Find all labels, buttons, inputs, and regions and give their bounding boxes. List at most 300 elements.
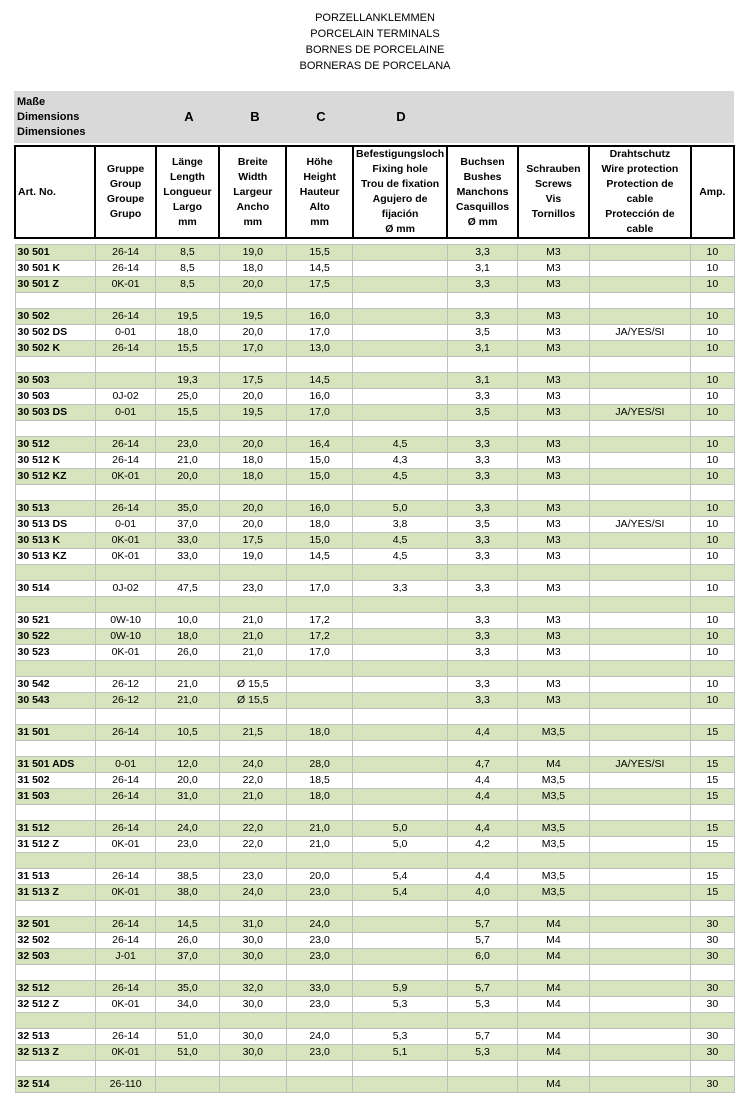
cell-group: 26-14 bbox=[95, 981, 155, 997]
cell-width: 21,5 bbox=[219, 725, 286, 741]
cell-wire-protection bbox=[589, 357, 691, 373]
cell-wire-protection bbox=[589, 917, 691, 933]
cell-length: 33,0 bbox=[156, 533, 219, 549]
cell-fixing-hole bbox=[353, 901, 448, 917]
cell-screws: M3 bbox=[518, 629, 589, 645]
cell-amp bbox=[691, 853, 734, 869]
cell-bushes bbox=[447, 1013, 517, 1029]
cell-length: 35,0 bbox=[156, 981, 219, 997]
cell-wire-protection bbox=[589, 1029, 691, 1045]
cell-height: 17,5 bbox=[286, 277, 352, 293]
cell-wire-protection bbox=[589, 613, 691, 629]
cell-group bbox=[95, 293, 155, 309]
table-row bbox=[15, 389, 734, 405]
dimension-letter-a: A bbox=[184, 109, 194, 124]
cell-fixing-hole bbox=[353, 757, 448, 773]
cell-height: 17,2 bbox=[286, 629, 352, 645]
cell-fixing-hole bbox=[353, 565, 448, 581]
cell-wire-protection bbox=[589, 949, 691, 965]
cell-fixing-hole bbox=[353, 405, 448, 421]
header-line: Alto bbox=[309, 200, 330, 213]
header-line: Ø mm bbox=[467, 215, 498, 228]
cell-length: 23,0 bbox=[156, 837, 219, 853]
cell-fixing-hole: 4,5 bbox=[353, 549, 448, 565]
cell-art-no: 32 514 bbox=[15, 1077, 95, 1093]
cell-height: 18,0 bbox=[286, 789, 352, 805]
cell-art-no bbox=[15, 965, 95, 981]
cell-screws: M3 bbox=[518, 437, 589, 453]
cell-amp: 10 bbox=[691, 373, 734, 389]
cell-bushes bbox=[447, 421, 517, 437]
cell-art-no: 32 501 bbox=[15, 917, 95, 933]
title-line: BORNERAS DE PORCELANA bbox=[299, 60, 451, 72]
cell-length bbox=[156, 597, 219, 613]
cell-height bbox=[286, 901, 352, 917]
table-row bbox=[15, 725, 734, 741]
cell-height bbox=[286, 565, 352, 581]
table-row bbox=[15, 789, 734, 805]
cell-bushes: 3,3 bbox=[447, 693, 517, 709]
cell-screws: M3,5 bbox=[518, 885, 589, 901]
cell-width: 22,0 bbox=[219, 837, 286, 853]
cell-group: 26-14 bbox=[95, 933, 155, 949]
cell-group: 0K-01 bbox=[95, 837, 155, 853]
cell-art-no: 30 502 K bbox=[15, 341, 95, 357]
cell-wire-protection bbox=[589, 1061, 691, 1077]
cell-wire-protection bbox=[589, 677, 691, 693]
cell-amp: 30 bbox=[691, 917, 734, 933]
cell-group bbox=[95, 901, 155, 917]
cell-length: 51,0 bbox=[156, 1029, 219, 1045]
table-row bbox=[15, 693, 734, 709]
cell-height bbox=[286, 677, 352, 693]
cell-fixing-hole bbox=[353, 677, 448, 693]
cell-length: 21,0 bbox=[156, 677, 219, 693]
cell-width: 17,5 bbox=[219, 533, 286, 549]
cell-wire-protection bbox=[589, 885, 691, 901]
header-line: Groupe bbox=[106, 193, 145, 205]
cell-length bbox=[156, 1077, 219, 1093]
cell-screws: M3 bbox=[518, 517, 589, 533]
cell-screws: M3 bbox=[518, 341, 589, 357]
cell-wire-protection bbox=[589, 373, 691, 389]
cell-width bbox=[219, 1013, 286, 1029]
cell-amp: 10 bbox=[691, 469, 734, 485]
cell-wire-protection bbox=[589, 389, 691, 405]
spacer-row bbox=[15, 661, 734, 677]
header-width bbox=[219, 146, 286, 238]
cell-length bbox=[156, 965, 219, 981]
cell-art-no: 31 512 Z bbox=[15, 837, 95, 853]
table-row bbox=[15, 309, 734, 325]
cell-height: 28,0 bbox=[286, 757, 352, 773]
cell-bushes: 3,3 bbox=[447, 469, 517, 485]
cell-length: 14,5 bbox=[156, 917, 219, 933]
cell-height bbox=[286, 357, 352, 373]
terminals-table bbox=[14, 145, 735, 1093]
table-row bbox=[15, 1045, 734, 1061]
cell-bushes: 6,0 bbox=[447, 949, 517, 965]
header-fixing-hole bbox=[353, 146, 448, 238]
cell-height: 15,0 bbox=[286, 533, 352, 549]
cell-width: 30,0 bbox=[219, 949, 286, 965]
cell-art-no: 32 512 Z bbox=[15, 997, 95, 1013]
cell-screws bbox=[518, 357, 589, 373]
cell-width: 23,0 bbox=[219, 869, 286, 885]
cell-amp: 10 bbox=[691, 277, 734, 293]
cell-bushes bbox=[447, 709, 517, 725]
document-title bbox=[0, 10, 750, 74]
cell-height: 18,5 bbox=[286, 773, 352, 789]
cell-length: 18,0 bbox=[156, 629, 219, 645]
cell-screws: M3 bbox=[518, 325, 589, 341]
cell-art-no: 32 513 bbox=[15, 1029, 95, 1045]
cell-bushes: 3,3 bbox=[447, 677, 517, 693]
table-row bbox=[15, 581, 734, 597]
cell-width: 19,0 bbox=[219, 245, 286, 261]
table-row bbox=[15, 277, 734, 293]
cell-width: 20,0 bbox=[219, 501, 286, 517]
cell-fixing-hole: 5,3 bbox=[353, 997, 448, 1013]
header-height bbox=[286, 146, 352, 238]
table-row bbox=[15, 613, 734, 629]
cell-group: 0-01 bbox=[95, 325, 155, 341]
table-row bbox=[15, 837, 734, 853]
cell-width: 24,0 bbox=[219, 757, 286, 773]
cell-amp: 15 bbox=[691, 869, 734, 885]
cell-wire-protection bbox=[589, 421, 691, 437]
cell-length: 34,0 bbox=[156, 997, 219, 1013]
header-line: Screws bbox=[535, 178, 572, 190]
cell-screws: M3 bbox=[518, 533, 589, 549]
cell-width: 19,5 bbox=[219, 405, 286, 421]
cell-width bbox=[219, 805, 286, 821]
header-line: Hauteur bbox=[299, 185, 340, 198]
cell-amp bbox=[691, 661, 734, 677]
cell-fixing-hole bbox=[353, 645, 448, 661]
header-line: mm bbox=[243, 215, 263, 228]
cell-height: 23,0 bbox=[286, 949, 352, 965]
cell-bushes bbox=[447, 293, 517, 309]
cell-wire-protection bbox=[589, 261, 691, 277]
cell-length: 51,0 bbox=[156, 1045, 219, 1061]
cell-art-no: 32 513 Z bbox=[15, 1045, 95, 1061]
cell-art-no: 31 503 bbox=[15, 789, 95, 805]
cell-amp bbox=[691, 421, 734, 437]
cell-wire-protection bbox=[589, 1077, 691, 1093]
cell-fixing-hole bbox=[353, 933, 448, 949]
cell-height: 17,0 bbox=[286, 581, 352, 597]
cell-length: 18,0 bbox=[156, 325, 219, 341]
table-row bbox=[15, 261, 734, 277]
cell-width: 32,0 bbox=[219, 981, 286, 997]
dimension-letter-b: B bbox=[250, 109, 260, 124]
table-row bbox=[15, 933, 734, 949]
cell-fixing-hole: 5,0 bbox=[353, 821, 448, 837]
cell-screws bbox=[518, 805, 589, 821]
cell-height: 17,2 bbox=[286, 613, 352, 629]
cell-fixing-hole: 5,9 bbox=[353, 981, 448, 997]
cell-screws: M3,5 bbox=[518, 789, 589, 805]
cell-height bbox=[286, 485, 352, 501]
cell-group: 0W-10 bbox=[95, 613, 155, 629]
cell-length: 33,0 bbox=[156, 549, 219, 565]
cell-fixing-hole bbox=[353, 805, 448, 821]
cell-height: 24,0 bbox=[286, 1029, 352, 1045]
cell-height bbox=[286, 421, 352, 437]
header-bushes bbox=[447, 146, 517, 238]
cell-height: 24,0 bbox=[286, 917, 352, 933]
cell-art-no: 30 543 bbox=[15, 693, 95, 709]
cell-amp: 10 bbox=[691, 245, 734, 261]
table-row bbox=[15, 533, 734, 549]
dimension-letter-c: C bbox=[316, 109, 326, 124]
cell-group: 0-01 bbox=[95, 405, 155, 421]
cell-group: 0-01 bbox=[95, 757, 155, 773]
cell-amp: 15 bbox=[691, 837, 734, 853]
cell-fixing-hole: 3,8 bbox=[353, 517, 448, 533]
cell-length bbox=[156, 421, 219, 437]
cell-amp bbox=[691, 485, 734, 501]
cell-art-no bbox=[15, 709, 95, 725]
cell-height: 17,0 bbox=[286, 325, 352, 341]
cell-fixing-hole bbox=[353, 341, 448, 357]
cell-wire-protection bbox=[589, 789, 691, 805]
header-amp bbox=[691, 146, 734, 238]
cell-bushes bbox=[447, 741, 517, 757]
cell-amp: 30 bbox=[691, 1045, 734, 1061]
cell-bushes: 3,3 bbox=[447, 277, 517, 293]
cell-group: 26-14 bbox=[95, 869, 155, 885]
cell-length: 19,3 bbox=[156, 373, 219, 389]
table-row bbox=[15, 677, 734, 693]
cell-width: 20,0 bbox=[219, 517, 286, 533]
cell-amp: 30 bbox=[691, 1077, 734, 1093]
cell-fixing-hole bbox=[353, 325, 448, 341]
cell-amp: 10 bbox=[691, 549, 734, 565]
header-line: Gruppe bbox=[106, 163, 145, 175]
cell-screws: M3,5 bbox=[518, 773, 589, 789]
cell-bushes bbox=[447, 1061, 517, 1077]
header-line: Buchsen bbox=[460, 155, 505, 168]
cell-wire-protection bbox=[589, 469, 691, 485]
cell-bushes: 3,3 bbox=[447, 245, 517, 261]
cell-group bbox=[95, 1013, 155, 1029]
cell-wire-protection bbox=[589, 277, 691, 293]
cell-wire-protection bbox=[589, 1013, 691, 1029]
cell-group: 0K-01 bbox=[95, 277, 155, 293]
header-line: Breite bbox=[237, 155, 268, 168]
cell-width: 17,5 bbox=[219, 373, 286, 389]
cell-art-no: 30 513 bbox=[15, 501, 95, 517]
cell-amp: 10 bbox=[691, 677, 734, 693]
cell-fixing-hole: 5,1 bbox=[353, 1045, 448, 1061]
cell-width: 30,0 bbox=[219, 933, 286, 949]
cell-art-no bbox=[15, 597, 95, 613]
cell-bushes: 4,4 bbox=[447, 869, 517, 885]
cell-height: 14,5 bbox=[286, 373, 352, 389]
table-row bbox=[15, 917, 734, 933]
cell-width: 21,0 bbox=[219, 629, 286, 645]
cell-screws: M3 bbox=[518, 245, 589, 261]
cell-length: 37,0 bbox=[156, 949, 219, 965]
cell-length: 21,0 bbox=[156, 453, 219, 469]
cell-width: 21,0 bbox=[219, 789, 286, 805]
cell-wire-protection bbox=[589, 837, 691, 853]
cell-height bbox=[286, 853, 352, 869]
header-line: Fixing hole bbox=[372, 163, 428, 175]
cell-amp: 10 bbox=[691, 325, 734, 341]
cell-group: 26-14 bbox=[95, 437, 155, 453]
spacer-row bbox=[15, 1013, 734, 1029]
cell-fixing-hole bbox=[353, 1013, 448, 1029]
cell-width: 22,0 bbox=[219, 821, 286, 837]
cell-group: 26-12 bbox=[95, 693, 155, 709]
cell-height: 23,0 bbox=[286, 1045, 352, 1061]
cell-height: 16,0 bbox=[286, 389, 352, 405]
cell-amp: 30 bbox=[691, 981, 734, 997]
cell-bushes bbox=[447, 805, 517, 821]
cell-bushes: 3,5 bbox=[447, 405, 517, 421]
cell-amp: 10 bbox=[691, 581, 734, 597]
cell-length bbox=[156, 901, 219, 917]
cell-amp: 10 bbox=[691, 309, 734, 325]
cell-width: 19,0 bbox=[219, 549, 286, 565]
cell-width: Ø 15,5 bbox=[219, 677, 286, 693]
cell-length: 8,5 bbox=[156, 261, 219, 277]
cell-amp: 15 bbox=[691, 885, 734, 901]
cell-art-no bbox=[15, 485, 95, 501]
cell-group: J-01 bbox=[95, 949, 155, 965]
cell-bushes: 3,3 bbox=[447, 629, 517, 645]
header-wire-protection bbox=[589, 146, 691, 238]
cell-screws: M3 bbox=[518, 581, 589, 597]
cell-amp: 15 bbox=[691, 725, 734, 741]
cell-screws: M3 bbox=[518, 549, 589, 565]
cell-wire-protection bbox=[589, 341, 691, 357]
cell-group: 0K-01 bbox=[95, 997, 155, 1013]
cell-fixing-hole bbox=[353, 709, 448, 725]
cell-wire-protection: JA/YES/SI bbox=[589, 405, 691, 421]
cell-length: 15,5 bbox=[156, 405, 219, 421]
cell-length bbox=[156, 357, 219, 373]
header-line: Largeur bbox=[233, 185, 273, 198]
cell-art-no bbox=[15, 357, 95, 373]
cell-group: 0J-02 bbox=[95, 389, 155, 405]
cell-screws bbox=[518, 485, 589, 501]
cell-art-no: 31 501 bbox=[15, 725, 95, 741]
dimensions-label bbox=[17, 95, 85, 140]
cell-fixing-hole bbox=[353, 725, 448, 741]
cell-width bbox=[219, 965, 286, 981]
cell-amp: 30 bbox=[691, 949, 734, 965]
cell-height: 21,0 bbox=[286, 821, 352, 837]
cell-art-no: 31 513 bbox=[15, 869, 95, 885]
cell-art-no bbox=[15, 293, 95, 309]
cell-fixing-hole: 4,5 bbox=[353, 533, 448, 549]
cell-group bbox=[95, 853, 155, 869]
cell-wire-protection bbox=[589, 629, 691, 645]
cell-amp: 30 bbox=[691, 933, 734, 949]
cell-amp: 15 bbox=[691, 773, 734, 789]
cell-screws: M4 bbox=[518, 933, 589, 949]
cell-screws: M3 bbox=[518, 453, 589, 469]
cell-group: 26-14 bbox=[95, 309, 155, 325]
table-row bbox=[15, 869, 734, 885]
cell-group bbox=[95, 565, 155, 581]
cell-fixing-hole bbox=[353, 965, 448, 981]
cell-fixing-hole bbox=[353, 245, 448, 261]
table-row bbox=[15, 997, 734, 1013]
cell-group: 0K-01 bbox=[95, 533, 155, 549]
cell-width: 20,0 bbox=[219, 325, 286, 341]
cell-screws bbox=[518, 1013, 589, 1029]
cell-wire-protection bbox=[589, 1045, 691, 1061]
table-row bbox=[15, 325, 734, 341]
header-line: Trou de fixation bbox=[361, 178, 440, 190]
cell-screws: M3 bbox=[518, 469, 589, 485]
cell-length: 15,5 bbox=[156, 341, 219, 357]
cell-amp bbox=[691, 741, 734, 757]
cell-group bbox=[95, 485, 155, 501]
cell-group: 26-14 bbox=[95, 917, 155, 933]
cell-art-no: 30 513 DS bbox=[15, 517, 95, 533]
table-row bbox=[15, 517, 734, 533]
cell-height: 21,0 bbox=[286, 837, 352, 853]
cell-amp: 15 bbox=[691, 757, 734, 773]
cell-bushes bbox=[447, 965, 517, 981]
header-line: Bushes bbox=[463, 170, 502, 183]
cell-height: 16,0 bbox=[286, 501, 352, 517]
cell-group: 26-14 bbox=[95, 341, 155, 357]
cell-height bbox=[286, 661, 352, 677]
cell-amp: 10 bbox=[691, 389, 734, 405]
cell-wire-protection bbox=[589, 821, 691, 837]
cell-width: Ø 15,5 bbox=[219, 693, 286, 709]
title-line: PORCELAIN TERMINALS bbox=[310, 28, 440, 40]
cell-bushes: 5,3 bbox=[447, 1045, 517, 1061]
header-art-no bbox=[15, 146, 95, 238]
cell-wire-protection bbox=[589, 725, 691, 741]
cell-fixing-hole: 5,0 bbox=[353, 501, 448, 517]
cell-group bbox=[95, 373, 155, 389]
cell-screws: M3 bbox=[518, 645, 589, 661]
cell-screws: M3 bbox=[518, 693, 589, 709]
cell-art-no: 31 502 bbox=[15, 773, 95, 789]
cell-bushes: 4,4 bbox=[447, 821, 517, 837]
cell-width: 20,0 bbox=[219, 437, 286, 453]
cell-amp: 10 bbox=[691, 613, 734, 629]
cell-width bbox=[219, 565, 286, 581]
cell-screws: M4 bbox=[518, 1045, 589, 1061]
cell-art-no bbox=[15, 565, 95, 581]
cell-height bbox=[286, 693, 352, 709]
table-row bbox=[15, 645, 734, 661]
cell-screws: M4 bbox=[518, 949, 589, 965]
cell-length bbox=[156, 805, 219, 821]
cell-height bbox=[286, 709, 352, 725]
cell-length: 38,5 bbox=[156, 869, 219, 885]
cell-bushes: 3,3 bbox=[447, 437, 517, 453]
cell-bushes bbox=[447, 661, 517, 677]
cell-bushes: 4,4 bbox=[447, 789, 517, 805]
cell-wire-protection bbox=[589, 549, 691, 565]
cell-wire-protection bbox=[589, 741, 691, 757]
cell-width bbox=[219, 741, 286, 757]
cell-art-no bbox=[15, 741, 95, 757]
header-line: Vis bbox=[545, 193, 562, 205]
cell-screws: M4 bbox=[518, 757, 589, 773]
